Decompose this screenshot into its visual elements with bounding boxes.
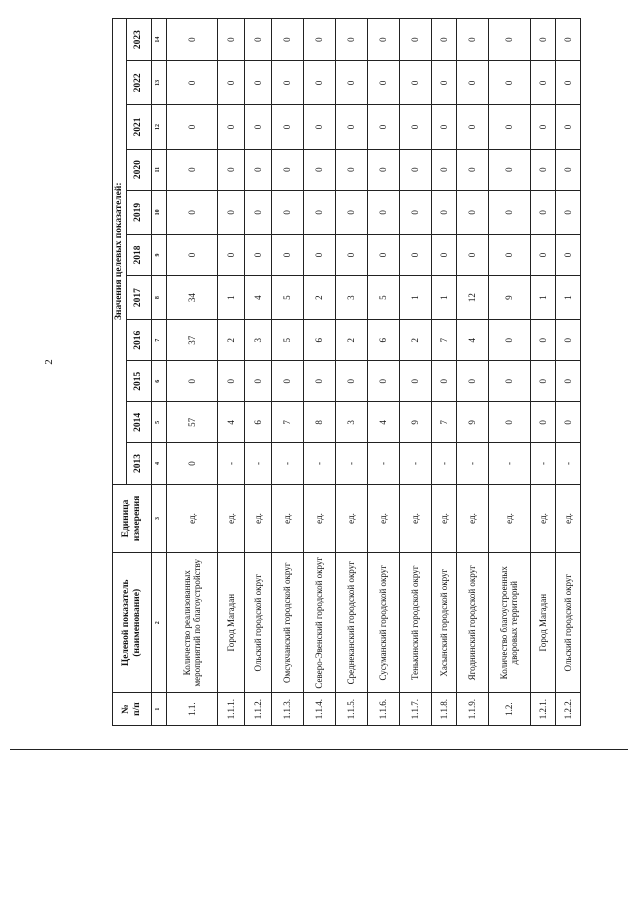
value-cell: 0 [166, 61, 217, 105]
column-number: 7 [151, 320, 166, 361]
value-cell: - [335, 443, 367, 484]
value-cell: 0 [166, 19, 217, 61]
header-year: 2017 [126, 275, 151, 319]
row-number: 1.2.2. [555, 693, 580, 726]
header-year: 2013 [126, 443, 151, 484]
indicator-name: Среднеканский городской округ [335, 553, 367, 693]
value-cell: 7 [271, 402, 303, 443]
rotated-table-container [112, 18, 573, 726]
header-year: 2018 [126, 234, 151, 275]
value-cell: 1 [555, 275, 580, 319]
column-number: 14 [151, 19, 166, 61]
value-cell: 0 [217, 149, 244, 190]
column-number: 4 [151, 443, 166, 484]
value-cell: 34 [166, 275, 217, 319]
indicator-name: Ягоднинский городской округ [456, 553, 488, 693]
row-number: 1.2. [488, 693, 530, 726]
row-number: 1.1.7. [399, 693, 431, 726]
table-row [367, 19, 399, 726]
value-cell: 0 [335, 234, 367, 275]
value-cell: 0 [303, 19, 335, 61]
column-number: 10 [151, 190, 166, 234]
value-cell: 0 [244, 61, 271, 105]
value-cell: 0 [367, 19, 399, 61]
value-cell: 0 [431, 361, 456, 402]
row-number: 1.1.9. [456, 693, 488, 726]
value-cell: 0 [530, 361, 555, 402]
value-cell: 0 [271, 105, 303, 149]
value-cell: 9 [456, 402, 488, 443]
indicator-name: Количество реализованных мероприятий по благоустройству [166, 553, 217, 693]
table-body [151, 19, 580, 726]
value-cell: - [244, 443, 271, 484]
value-cell: 0 [456, 190, 488, 234]
value-cell: 0 [367, 149, 399, 190]
value-cell: 0 [335, 19, 367, 61]
unit-cell: ед. [456, 484, 488, 553]
row-number: 1.2.1. [530, 693, 555, 726]
value-cell: 0 [271, 149, 303, 190]
table-row [530, 19, 555, 726]
value-cell: 6 [303, 320, 335, 361]
value-cell: 0 [456, 234, 488, 275]
value-cell: 37 [166, 320, 217, 361]
header-year: 2014 [126, 402, 151, 443]
value-cell: 2 [335, 320, 367, 361]
indicator-name: Количество благоустроенных дворовых территорий [488, 553, 530, 693]
value-cell: 0 [456, 149, 488, 190]
value-cell: - [431, 443, 456, 484]
value-cell: 6 [244, 402, 271, 443]
value-cell: 9 [488, 275, 530, 319]
value-cell: 0 [530, 61, 555, 105]
horizontal-rule [10, 749, 628, 750]
value-cell: 1 [530, 275, 555, 319]
value-cell: 0 [217, 190, 244, 234]
value-cell: 0 [271, 61, 303, 105]
value-cell: 0 [431, 19, 456, 61]
value-cell: 57 [166, 402, 217, 443]
indicators-table [112, 18, 581, 726]
unit-cell: ед. [367, 484, 399, 553]
value-cell: 0 [367, 234, 399, 275]
value-cell: 0 [488, 402, 530, 443]
value-cell: 0 [456, 61, 488, 105]
indicator-name: Тенькинский городской округ [399, 553, 431, 693]
value-cell: - [217, 443, 244, 484]
value-cell: 0 [244, 105, 271, 149]
value-cell: 0 [399, 105, 431, 149]
value-cell: 12 [456, 275, 488, 319]
value-cell: 3 [335, 275, 367, 319]
value-cell: 0 [488, 320, 530, 361]
value-cell: 5 [367, 275, 399, 319]
value-cell: - [399, 443, 431, 484]
value-cell: 0 [555, 234, 580, 275]
value-cell: 1 [399, 275, 431, 319]
value-cell: 0 [431, 61, 456, 105]
table-row [217, 19, 244, 726]
value-cell: 0 [217, 234, 244, 275]
value-cell: 0 [399, 19, 431, 61]
value-cell: 2 [217, 320, 244, 361]
value-cell: 0 [217, 19, 244, 61]
value-cell: 0 [303, 61, 335, 105]
value-cell: 0 [335, 105, 367, 149]
value-cell: - [488, 443, 530, 484]
value-cell: 0 [399, 361, 431, 402]
column-number: 1 [151, 693, 166, 726]
value-cell: 0 [303, 105, 335, 149]
value-cell: 0 [303, 234, 335, 275]
value-cell: 3 [335, 402, 367, 443]
indicator-name: Город Магадан [217, 553, 244, 693]
value-cell: 0 [303, 190, 335, 234]
value-cell: 2 [399, 320, 431, 361]
table-row [555, 19, 580, 726]
value-cell: 0 [530, 190, 555, 234]
indicator-name: Хасынский городской округ [431, 553, 456, 693]
value-cell: 0 [166, 149, 217, 190]
column-number: 12 [151, 105, 166, 149]
value-cell: 5 [271, 275, 303, 319]
page-number: 2 [43, 359, 55, 365]
value-cell: 0 [488, 190, 530, 234]
column-number: 8 [151, 275, 166, 319]
value-cell: 7 [431, 402, 456, 443]
header-unit: Единица измерения [113, 484, 152, 553]
value-cell: 0 [456, 105, 488, 149]
value-cell: 0 [399, 190, 431, 234]
value-cell: 0 [166, 361, 217, 402]
value-cell: 0 [488, 361, 530, 402]
value-cell: 0 [166, 190, 217, 234]
value-cell: 0 [367, 361, 399, 402]
unit-cell: ед. [488, 484, 530, 553]
value-cell: 0 [166, 105, 217, 149]
value-cell: 0 [431, 190, 456, 234]
unit-cell: ед. [303, 484, 335, 553]
value-cell: - [367, 443, 399, 484]
value-cell: - [456, 443, 488, 484]
value-cell: 1 [431, 275, 456, 319]
table-row [335, 19, 367, 726]
value-cell: 4 [367, 402, 399, 443]
unit-cell: ед. [555, 484, 580, 553]
value-cell: 5 [271, 320, 303, 361]
header-year: 2015 [126, 361, 151, 402]
value-cell: 0 [488, 61, 530, 105]
column-number: 6 [151, 361, 166, 402]
value-cell: 0 [217, 61, 244, 105]
value-cell: 0 [399, 61, 431, 105]
value-cell: 0 [456, 361, 488, 402]
value-cell: 0 [456, 19, 488, 61]
header-year: 2020 [126, 149, 151, 190]
table-row [303, 19, 335, 726]
unit-cell: ед. [217, 484, 244, 553]
column-number: 3 [151, 484, 166, 553]
value-cell: 0 [335, 149, 367, 190]
row-number: 1.1.3. [271, 693, 303, 726]
value-cell: 0 [488, 105, 530, 149]
value-cell: 0 [217, 105, 244, 149]
header-values-group: Значения целевых показателей: [113, 19, 127, 485]
value-cell: 0 [530, 320, 555, 361]
value-cell: 0 [555, 149, 580, 190]
value-cell: 4 [244, 275, 271, 319]
value-cell: 0 [555, 361, 580, 402]
unit-cell: ед. [530, 484, 555, 553]
value-cell: 8 [303, 402, 335, 443]
unit-cell: ед. [335, 484, 367, 553]
value-cell: 0 [271, 19, 303, 61]
header-no: № п/п [113, 693, 152, 726]
column-number: 2 [151, 553, 166, 693]
value-cell: 0 [271, 234, 303, 275]
value-cell: 4 [217, 402, 244, 443]
header-indicator: Целевой показатель (наименование) [113, 553, 152, 693]
unit-cell: ед. [431, 484, 456, 553]
header-year: 2023 [126, 19, 151, 61]
value-cell: 0 [555, 402, 580, 443]
value-cell: 0 [431, 105, 456, 149]
indicator-name: Сусуманский городской округ [367, 553, 399, 693]
column-number: 9 [151, 234, 166, 275]
column-number: 11 [151, 149, 166, 190]
value-cell: 0 [244, 361, 271, 402]
indicator-name: Северо-Эвенский городской округ [303, 553, 335, 693]
table-row [431, 19, 456, 726]
value-cell: 1 [217, 275, 244, 319]
value-cell: 0 [530, 234, 555, 275]
table-row [488, 19, 530, 726]
value-cell: 0 [530, 402, 555, 443]
value-cell: 0 [244, 149, 271, 190]
value-cell: 0 [555, 320, 580, 361]
column-number: 5 [151, 402, 166, 443]
value-cell: 0 [555, 61, 580, 105]
row-number: 1.1.8. [431, 693, 456, 726]
value-cell: 0 [335, 361, 367, 402]
unit-cell: ед. [244, 484, 271, 553]
table-row [244, 19, 271, 726]
value-cell: 9 [399, 402, 431, 443]
value-cell: 0 [244, 234, 271, 275]
value-cell: 0 [244, 19, 271, 61]
unit-cell: ед. [166, 484, 217, 553]
value-cell: 0 [431, 149, 456, 190]
value-cell: 0 [555, 19, 580, 61]
header-year: 2021 [126, 105, 151, 149]
unit-cell: ед. [271, 484, 303, 553]
value-cell: 0 [303, 149, 335, 190]
row-number: 1.1.5. [335, 693, 367, 726]
column-numbers-row [151, 19, 166, 726]
value-cell: 0 [488, 149, 530, 190]
value-cell: 0 [367, 61, 399, 105]
row-number: 1.1.2. [244, 693, 271, 726]
value-cell: - [271, 443, 303, 484]
column-number: 13 [151, 61, 166, 105]
row-number: 1.1.4. [303, 693, 335, 726]
row-number: 1.1. [166, 693, 217, 726]
value-cell: 0 [399, 149, 431, 190]
value-cell: 0 [244, 190, 271, 234]
value-cell: 0 [555, 105, 580, 149]
indicator-name: Ольский городской округ [244, 553, 271, 693]
value-cell: 0 [335, 190, 367, 234]
value-cell: - [555, 443, 580, 484]
value-cell: 0 [530, 105, 555, 149]
value-cell: 4 [456, 320, 488, 361]
indicator-name: Город Магадан [530, 553, 555, 693]
row-number: 1.1.6. [367, 693, 399, 726]
table-row [271, 19, 303, 726]
value-cell: 0 [166, 234, 217, 275]
value-cell: 6 [367, 320, 399, 361]
value-cell: 0 [431, 234, 456, 275]
value-cell: 3 [244, 320, 271, 361]
value-cell: 0 [399, 234, 431, 275]
value-cell: 0 [217, 361, 244, 402]
value-cell: 0 [488, 19, 530, 61]
value-cell: 7 [431, 320, 456, 361]
value-cell: 0 [530, 149, 555, 190]
value-cell: 0 [488, 234, 530, 275]
value-cell: 2 [303, 275, 335, 319]
table-row [399, 19, 431, 726]
unit-cell: ед. [399, 484, 431, 553]
table-row [166, 19, 217, 726]
value-cell: 0 [271, 361, 303, 402]
value-cell: 0 [335, 61, 367, 105]
indicator-name: Ольский городской округ [555, 553, 580, 693]
value-cell: 0 [367, 105, 399, 149]
value-cell: 0 [166, 443, 217, 484]
row-number: 1.1.1. [217, 693, 244, 726]
value-cell: - [303, 443, 335, 484]
table-row [456, 19, 488, 726]
indicator-name: Омсукчанский городской округ [271, 553, 303, 693]
value-cell: 0 [303, 361, 335, 402]
value-cell: - [530, 443, 555, 484]
value-cell: 0 [271, 190, 303, 234]
value-cell: 0 [530, 19, 555, 61]
value-cell: 0 [555, 190, 580, 234]
header-year: 2019 [126, 190, 151, 234]
header-year: 2016 [126, 320, 151, 361]
header-year: 2022 [126, 61, 151, 105]
value-cell: 0 [367, 190, 399, 234]
